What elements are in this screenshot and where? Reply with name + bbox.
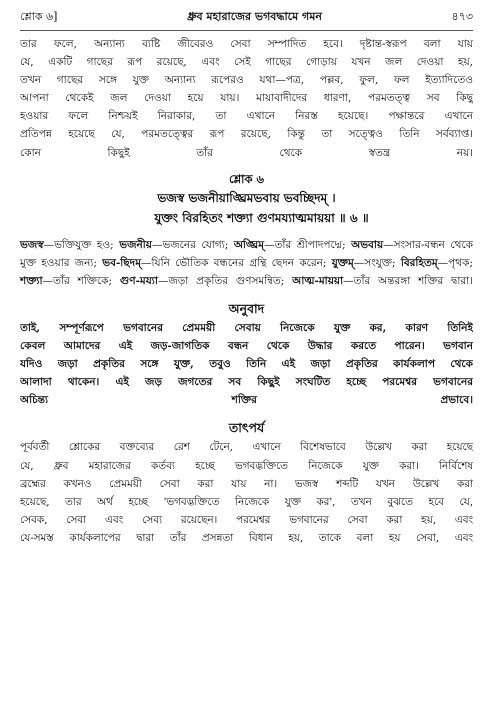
purport-line: যে, ধ্রুব মহারাজের কর্তব্য হচ্ছে ভগবদ্ভক্তিতে নিজেকে যুক্ত করা। নির্বিশেষ — [20, 459, 473, 472]
intro-line: প্রতিপন্ন হয়েছে যে, পরমতত্ত্বের রূপ রয়েছে, কিন্তু তা সত্ত্বেও তিনি সর্বব্যাপ্ত। — [20, 128, 473, 141]
purport-line: যে-সমস্ত কার্যকলাপের দ্বারা তাঁর প্রসন্নতা বিধান হয়, তাকে বলা হয় সেবা, এবং — [20, 531, 473, 544]
synonym-meaning: ভজনের যোগ্য — [162, 238, 225, 251]
translation-line: তাই, সম্পূর্ণরূপে ভগবানের প্রেমময়ী সেবায় নিজেকে যুক্ত কর, কারণ তিনিই — [20, 321, 473, 334]
synonym-meaning: জড়া প্রকৃতির গুণসমন্বিত — [168, 274, 281, 287]
synonym-word: অভবায় — [351, 238, 384, 251]
synonym-meaning: সংসার-বন্ধন থেকে মুক্ত হওয়ার জন্য — [20, 238, 473, 269]
running-header — [20, 8, 473, 31]
intro-line: আপনা থেকেই জল দেওয়া হয়ে যায়। মায়াবাদীদের ধারণা, পরমতত্ত্ব সব কিছু — [20, 92, 473, 105]
synonyms-paragraph: ভজস্ব—ভক্তিযুক্ত হও; ভজনীয়—ভজনের যোগ্য; অঙ্ঘ্রিম্—তাঁর শ্রীপাদপদ্মে; অভবায়—সংসার-বন্ধন থেকে মুক্ত হওয়ার জন্য; ভব-ছিদম্—যিনি ভৌতিক বন্ধনের গ্রন্থি ছেদন করেন; যুক্তম্—সংযুক্ত; বিরহিতম্—পৃথক; শক্ত্যা—তাঁর শক্তিকে; গুণ-ময্যা—জড়া প্রকৃতির গুণসমন্বিত; আত্ম-মায়য়া—তাঁর অন্তরঙ্গা শক্তির দ্বারা। — [20, 238, 473, 287]
purport-line: হয়েছে, তার অর্থ হচ্ছে 'ভগবদ্ভক্তিতে নিজেকে যুক্ত কর', তখন বুঝতে হবে যে, — [20, 495, 473, 508]
intro-line: তখন গাছের সঙ্গে যুক্ত অন্যান্য রূপেরও যথা—পত্র, পল্লব, ফুল, ফল ইত্যাদিতেও — [20, 74, 473, 87]
synonym-meaning: যিনি ভৌতিক বন্ধনের গ্রন্থি ছেদন করেন — [151, 256, 323, 269]
verse-heading: শ্লোক ৬ — [228, 171, 265, 186]
synonym-meaning: সংযুক্ত — [364, 256, 393, 269]
translation-heading: অনুবাদ — [228, 300, 265, 316]
header-chapter-title: ধ্রুব মহারাজের ভগবদ্ধামে গমন — [187, 10, 322, 23]
synonym-word: আত্ম-মায়য়া — [292, 274, 344, 287]
synonym-meaning: পৃথক — [448, 256, 470, 269]
translation-line: অচিন্ত্য শক্তির প্রভাবে। — [20, 394, 473, 407]
synonym-word: ভজনীয় — [119, 238, 152, 251]
synonym-meaning: তাঁর শ্রীপাদপদ্মে — [274, 238, 343, 251]
verse-line-2: যুক্তং বিরহিতং শক্ত্যা গুণময্যাত্মমায়য়া ॥ ৬ ॥ — [154, 210, 369, 225]
purport-line: ব্রহ্মের কখনও প্রেমময়ী সেবা করা যায় না। ভজস্ব শব্দটি যখন উল্লেখ করা — [20, 477, 473, 490]
synonym-meaning: তাঁর শক্তিকে — [53, 274, 109, 287]
translation-line: আলাদা থাকেন। এই জড় জগতের সব কিছুই সংঘটিত হচ্ছে পরমেশ্বর ভগবানের — [20, 376, 473, 389]
synonym-word: শক্ত্যা — [20, 274, 43, 287]
header-page-number: ৪৭৩ — [451, 10, 473, 23]
purport-line: পূর্ববর্তী শ্লোকের বক্তব্যের রেশ টেনে, এখানে বিশেষভাবে উল্লেখ করা হয়েছে — [20, 441, 473, 454]
intro-line: কোন কিছুই তাঁর থেকে স্বতন্ত্র নয়। — [20, 146, 473, 159]
purport-paragraph — [20, 438, 473, 547]
intro-line: হওয়ার ফলে নিশ্চয়ই নিরাকার, তা এখানে নিরস্ত হয়েছে। পক্ষান্তরে এখানে — [20, 110, 473, 123]
intro-paragraph — [20, 35, 473, 162]
synonym-word: অঙ্ঘ্রিম্ — [233, 238, 265, 251]
synonym-word: বিরহিতম্ — [400, 256, 438, 269]
synonym-meaning: তাঁর অন্তরঙ্গা শক্তির দ্বারা — [353, 274, 470, 287]
purport-heading: তাৎপর্য — [228, 420, 265, 436]
purport-line: সেবক, সেবা এবং সেব্য রয়েছেন। পরমেশ্বর ভগবানের সেবা করা হয়, এবং — [20, 513, 473, 526]
synonym-word: যুক্তম্ — [331, 256, 354, 269]
intro-line: যে, একটি গাছের রূপ রয়েছে, এবং সেই গাছের গোড়ায় যখন জল দেওয়া হয়, — [20, 56, 473, 69]
translation-paragraph — [20, 319, 473, 409]
verse-line-1: ভজস্ব ভজনীয়াঙ্ঘ্রিমভবায় ভবচ্ছিদম্ । — [157, 190, 336, 205]
synonym-word: গুণ-ময্যা — [119, 274, 158, 287]
intro-line: তার ফলে, অন্যান্য ব্যষ্টি জীবেরও সেবা সম্পাদিত হবে। দৃষ্টান্ত-স্বরূপ বলা যায় — [20, 38, 473, 50]
sanskrit-verse — [20, 188, 473, 228]
translation-line: কেবল আমাদের এই জড়-জাগতিক বন্ধন থেকে উদ্ধার করতে পারেন। ভগবান — [20, 340, 473, 353]
translation-line: যদিও জড়া প্রকৃতির সঙ্গে যুক্ত, তবুও তিনি এই জড়া প্রকৃতির কার্যকলাপ থেকে — [20, 358, 473, 371]
synonym-meaning: ভক্তিযুক্ত হও — [54, 238, 111, 251]
synonym-word: ভব-ছিদম্ — [102, 256, 142, 269]
synonym-word: ভজস্ব — [20, 238, 44, 251]
header-verse-ref: শ্লোক ৬] — [20, 10, 58, 23]
